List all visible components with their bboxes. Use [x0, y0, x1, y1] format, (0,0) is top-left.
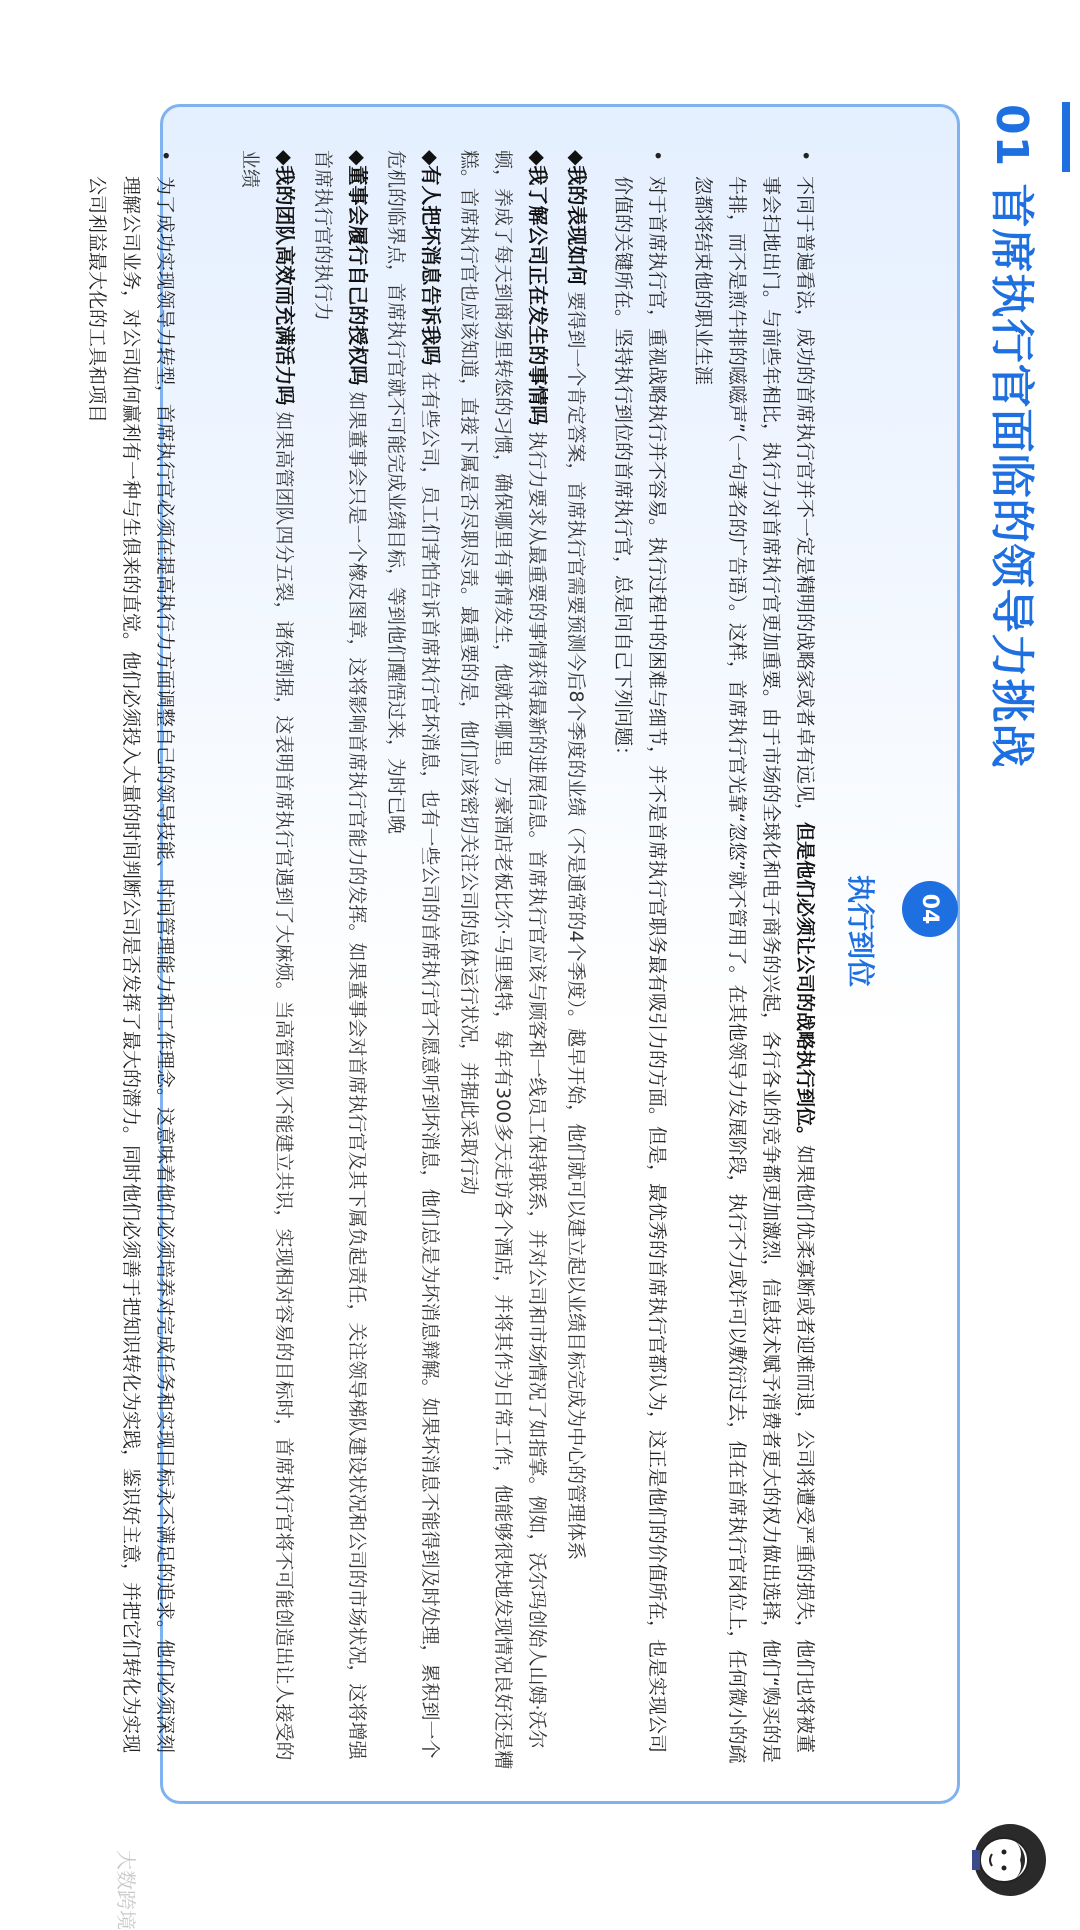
paragraph-1-text-a: 不同于普遍看法，成功的首席执行官并不一定是精明的战略家或者卓有远见， — [794, 176, 816, 823]
cartoon-woman-avatar-icon — [970, 1820, 1050, 1900]
section-number-badge: 04 — [902, 881, 958, 937]
watermark: 大数跨境 — [114, 1850, 138, 1930]
paragraph-2-text: 对于首席执行官，重视战略执行并不容易。执行过程中的困难与细节，并不是首席执行官职务最有吸引力的方面。但是，最优秀的首席执行官都认为，这正是他们的价值所在，也是实现公司价值的关键所在。坚持执行到位的首席执行官，总是问自己下列问题： — [612, 176, 668, 1754]
bullet-icon: • — [646, 150, 668, 162]
question-item-1 — [559, 150, 594, 1770]
paragraph-1-emphasis: 但是他们必须让公司的战略执行到位。 — [794, 822, 816, 1146]
section-title: 执行到位 — [844, 875, 877, 988]
question-heading: ◆有人把坏消息告诉我吗 — [419, 150, 443, 366]
question-heading: ◆我的表现如何 — [565, 150, 589, 286]
question-heading: ◆我了解公司正在发生的事情吗 — [526, 150, 550, 426]
question-item-5 — [233, 150, 302, 1770]
question-answer: 如果高管团队四分五裂，诸侯割据，这表明首席执行官遇到了大麻烦。当高管团队不能建立共识，实现相对容易的目标时，首席执行官将不可能创造出让人接受的业绩 — [239, 150, 295, 1761]
question-item-2 — [452, 150, 555, 1770]
title-accent-bar — [1062, 102, 1070, 172]
bullet-icon: • — [154, 150, 176, 162]
question-answer: 在有些公司，员工们害怕告诉首席执行官坏消息，也有一些公司的首席执行官不愿意听到坏消息，他们总是为坏消息辩解。如果坏消息不能得到及时处理，累积到一个危机的临界点，首席执行官就不可能完成业绩目标，等到他们醒悟过来，为时已晚 — [385, 150, 441, 1759]
question-answer: 要得到一个肯定答案，首席执行官需要预测今后8个季度的业绩（不是通常的4个季度）。越早开始，他们就可以建立起以业绩目标完成为中心的管理体系 — [565, 291, 587, 1561]
paragraph-1-text-b: 如果他们优柔寡断或者迎难而退，公司将遭受严重的损失，他们也将被董事会扫地出门。与前些年相比，执行力对首席执行官更加重要。由于市场的全球化和电子商务的兴起，各行各业的竞争都更加激烈，信息技术赋予消费者更大的权力做出选择，他们“购买的是牛排，而不是煎牛排的嗞嗞声”（一句著名的广告语）。这样，首席执行官光靠“忽悠”就不管用了。在其他领导力发展阶段，执行不力或许可以敷衍过去，但在首席执行官岗位上，任何微小的疏忽都将结束他的职业生涯 — [692, 176, 816, 1764]
question-answer: 执行力要求从最重要的事情获得最新的进展信息。首席执行官应该与顾客和一线员工保持联系，并对公司和市场情况了如指掌。例如，沃尔玛创始人山姆·沃尔顿，养成了每天到商场里转悠的习惯，确保哪里有事情发生，他就在哪里。万豪酒店老板比尔·马里奥特，每年有300多天走访各个酒店，并将其作为日常工作，他能够很快地发现情况良好还是糟糕。首席执行官也应该知道，直接下属是否尽职尽责。最重要的是，他们应该密切关注公司的总体运行状况，并据此采取行动 — [458, 150, 548, 1770]
question-heading: ◆董事会履行自己的授权吗 — [346, 150, 370, 386]
paragraph-3-block — [80, 150, 182, 1770]
paragraph-3-text: 为了成功实现领导力转型，首席执行官必须在提高执行力方面调整自己的领导技能、时间管理能力和工作理念。这意味着他们必须培养对完成任务和实现目标永不满足的追求。他们必须深刻理解公司业务，对公司如何赢利有一种与生俱来的直觉。他们必须投入大量的时间判断公司是否发挥了最大的潜力。同时他们必须善于把知识转化为实践，鉴识好主意，并把它们转化为实现公司利益最大化的工具和项目 — [86, 176, 176, 1754]
question-heading: ◆我的团队高效而充满活力吗 — [273, 150, 297, 406]
paragraph-3 — [68, 150, 182, 1770]
bullet-icon: • — [794, 150, 816, 162]
question-item-3 — [379, 150, 448, 1770]
content-body — [229, 150, 822, 1770]
page-title: 01 首席执行官面临的领导力挑战 — [986, 104, 1037, 769]
paragraph-1 — [686, 150, 822, 1770]
question-item-4 — [306, 150, 375, 1770]
question-answer: 如果董事会只是一个橡皮图章，这将影响首席执行官能力的发挥。如果董事会对首席执行官及其下属负起责任，关注领导梯队建设状况和公司的市场状况，这将增强首席执行官的执行力 — [312, 150, 368, 1760]
paragraph-2 — [606, 150, 674, 1770]
